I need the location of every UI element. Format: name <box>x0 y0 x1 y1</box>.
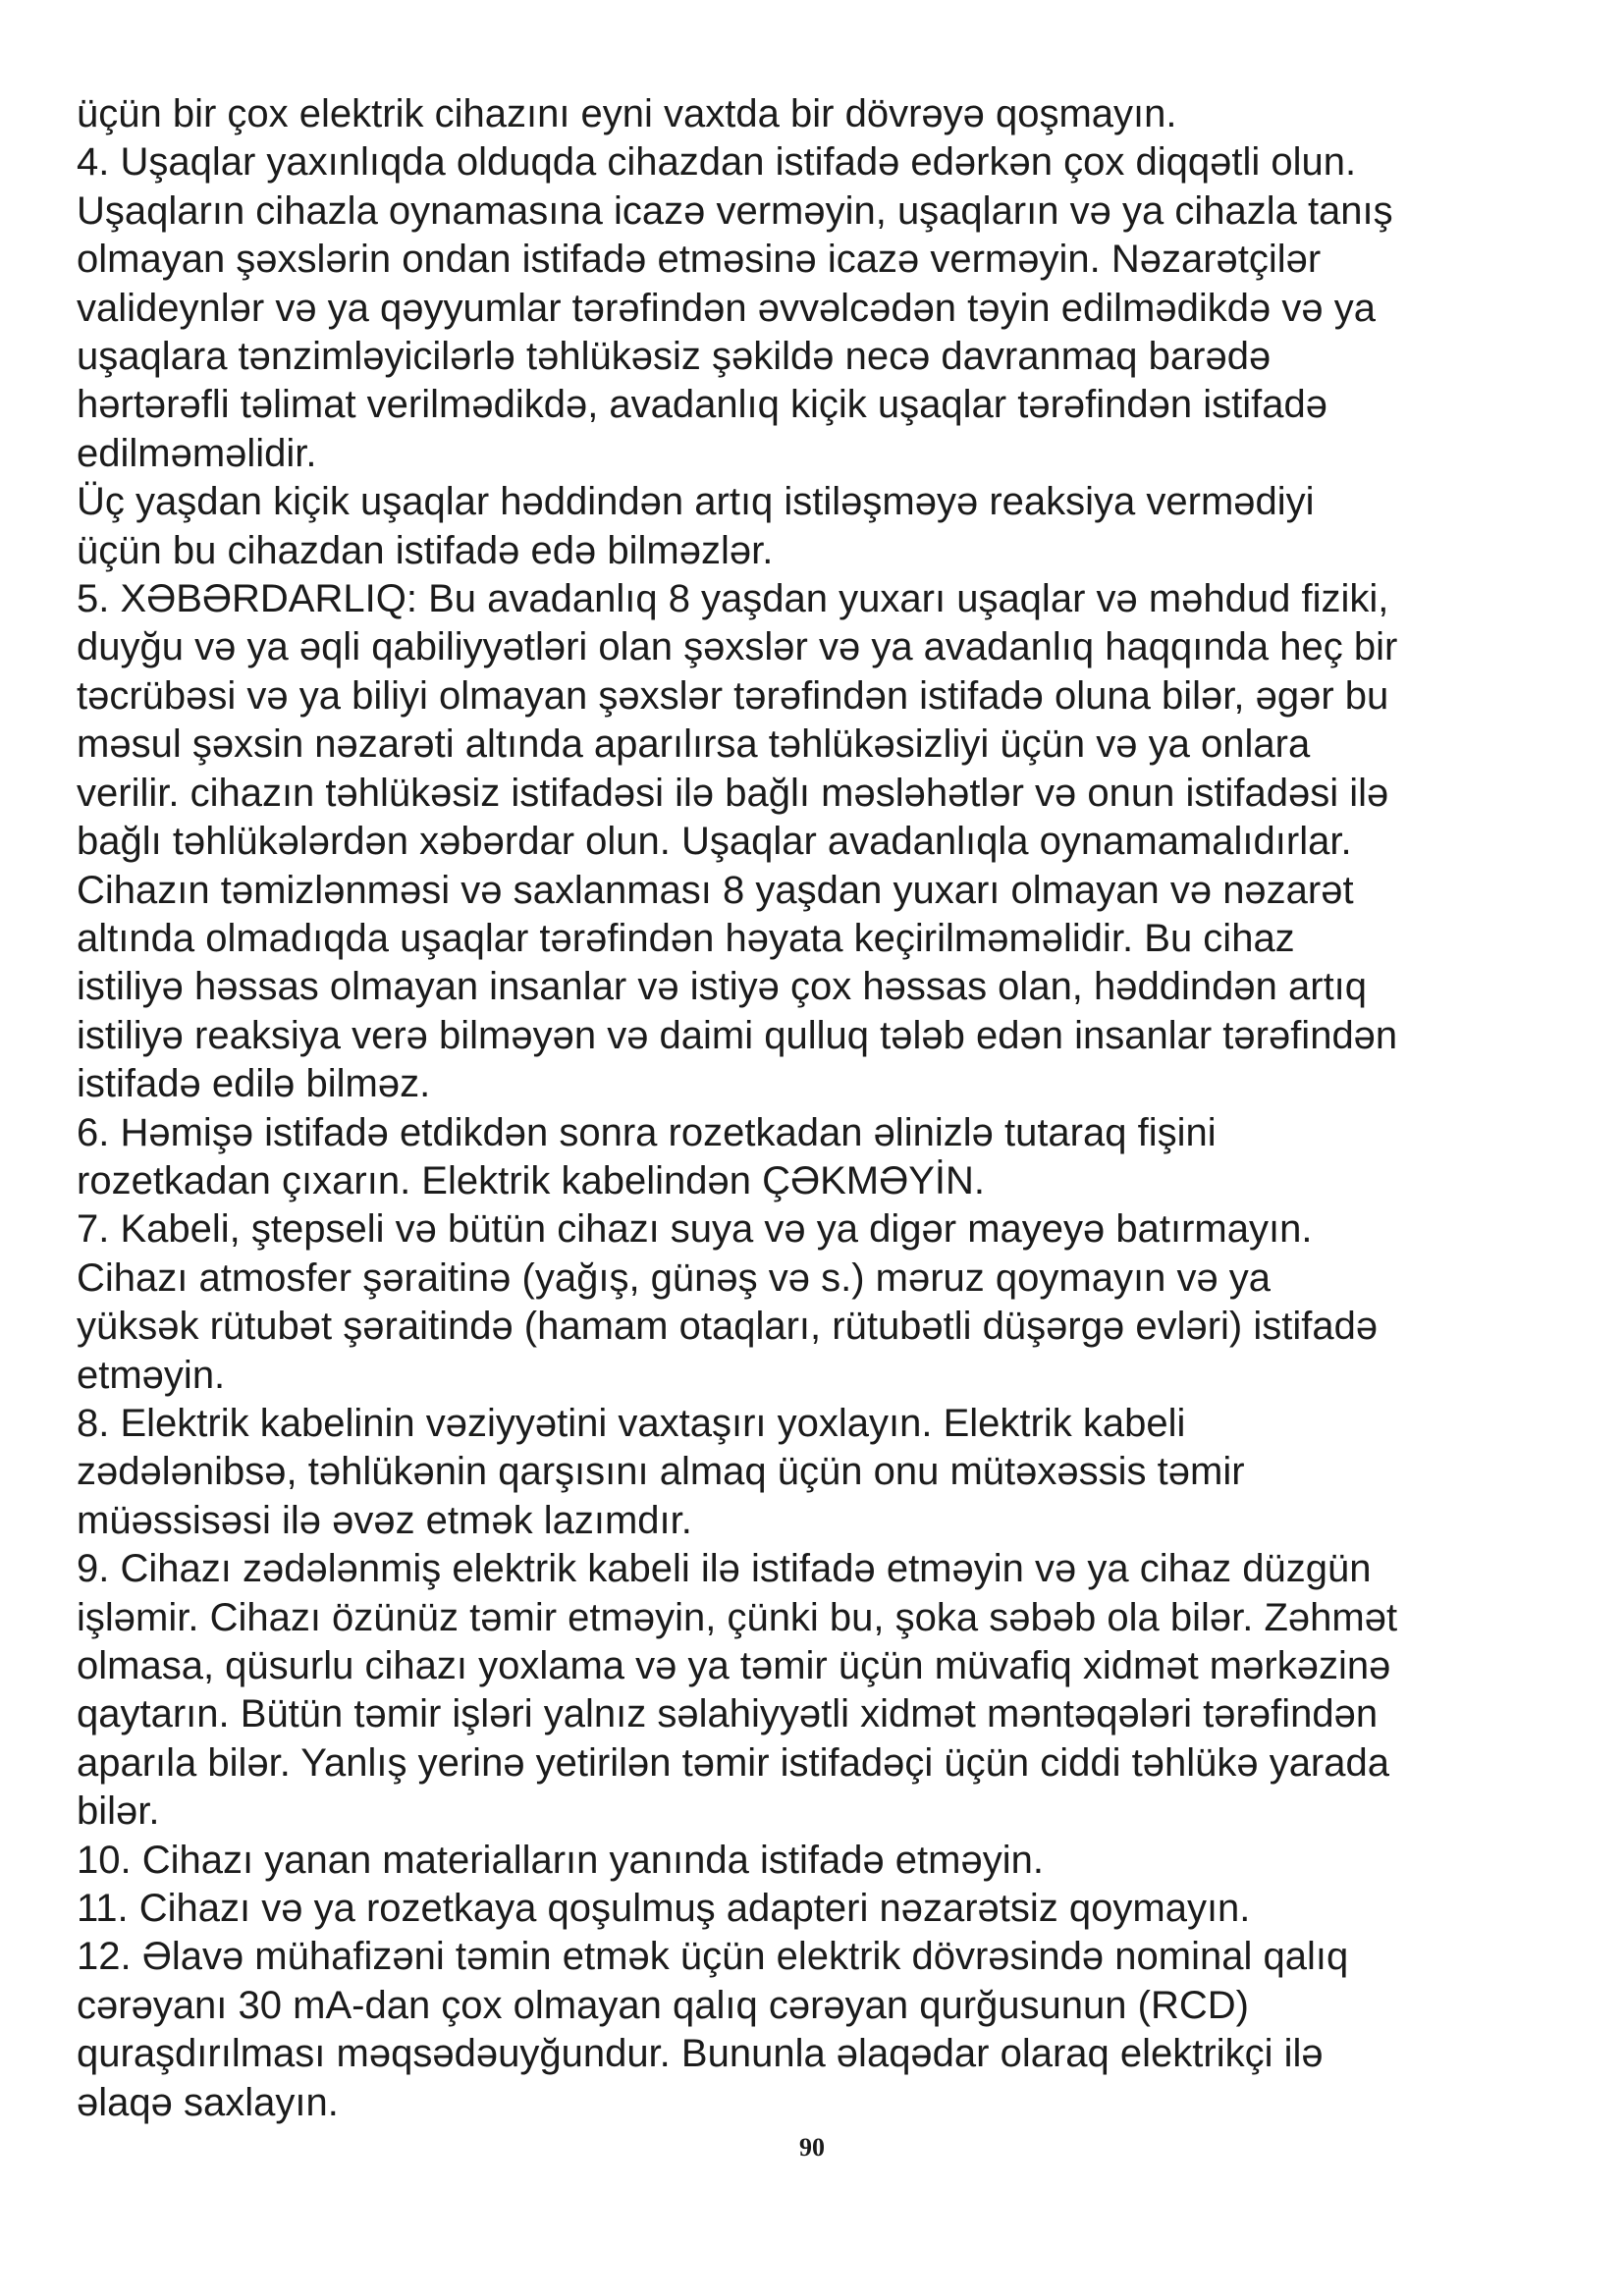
paragraph-item-7: 7. Kabeli, ştepseli və bütün cihazı suya və ya digər mayeyə batırmayın. Cihazı atmosfer şəraitinə (yağış, günəş və s.) məruz qoymayın və ya yüksək rütubət şəraitində (hamam otaqları, rütubətli düşərgə evləri) istifadə etməyin. <box>77 1207 1379 1397</box>
paragraph-item-11: 11. Cihazı və ya rozetkaya qoşulmuş adapteri nəzarətsiz qoymayın. <box>77 1887 1251 1931</box>
paragraph-item-8: 8. Elektrik kabelinin vəziyyətini vaxtaşırı yoxlayın. Elektrik kabeli zədələnibsə, təhlükənin qarşısını almaq üçün onu mütəxəssis təmir müəssisəsi ilə əvəz etmək lazımdır. <box>77 1401 1245 1542</box>
page-number: 90 <box>799 2133 825 2162</box>
paragraph-item-4: 4. Uşaqlar yaxınlıqda olduqda cihazdan istifadə edərkən çox diqqətli olun. Uşaqların cihazla oynamasına icazə verməyin, uşaqların və ya cihazla tanış olmayan şəxslərin ondan istifadə etməsinə icazə verməyin. Nəzarətçilər valideynlər və ya qəyyumlar tərəfindən əvvəlcədən təyin edilmədikdə və ya uşaqlara tənzimləyicilərlə təhlükəsiz şəkildə necə davranmaq barədə hərtərəfli təlimat verilmədikdə, avadanlıq kiçik uşaqlar tərəfindən istifadə edilməməlidir. <box>77 140 1393 475</box>
paragraph-item-10: 10. Cihazı yanan materialların yanında istifadə etməyin. <box>77 1838 1044 1882</box>
paragraph-item-6: 6. Həmişə istifadə etdikdən sonra rozetkadan əlinizlə tutaraq fişini rozetkadan çıxarın. Elektrik kabelindən ÇƏKMƏYİN. <box>77 1110 1217 1202</box>
paragraph-continuation: üçün bir çox elektrik cihazını eyni vaxtda bir dövrəyə qoşmayın. <box>77 92 1177 135</box>
paragraph-item-12: 12. Əlavə mühafizəni təmin etmək üçün elektrik dövrəsində nominal qalıq cərəyanı 30 mA-dan çox olmayan qalıq cərəyan qurğusunun (RCD) quraşdırılması məqsədəuyğundur. Bununla əlaqədar olaraq elektrikçi ilə əlaqə saxlayın. <box>77 1935 1349 2124</box>
paragraph-item-9: 9. Cihazı zədələnmiş elektrik kabeli ilə istifadə etməyin və ya cihaz düzgün işləmir. Cihazı özünüz təmir etməyin, çünki bu, şoka səbəb ola bilər. Zəhmət olmasa, qüsurlu cihazı yoxlama və ya təmir üçün müvafiq xidmət mərkəzinə qaytarın. Bütün təmir işləri yalnız səlahiyyətli xidmət məntəqələri tərəfindən aparıla bilər. Yanlış yerinə yetirilən təmir istifadəçi üçün ciddi təhlükə yarada bilər. <box>77 1547 1398 1834</box>
paragraph-age-note: Üç yaşdan kiçik uşaqlar həddindən artıq istiləşməyə reaksiya vermədiyi üçün bu cihazdan istifadə edə bilməzlər. <box>77 480 1315 572</box>
paragraph-item-5-warning: 5. XƏBƏRDARLIQ: Bu avadanlıq 8 yaşdan yuxarı uşaqlar və məhdud fiziki, duyğu və ya əqli qabiliyyətləri olan şəxslər və ya avadanlıq haqqında heç bir təcrübəsi və ya biliyi olmayan şəxslər tərəfindən istifadə oluna bilər, əgər bu məsul şəxsin nəzarəti altında aparılırsa təhlükəsizliyi üçün və ya onlara verilir. cihazın təhlükəsiz istifadəsi ilə bağlı məsləhətlər və onun istifadəsi ilə bağlı təhlükələrdən xəbərdar olun. Uşaqlar avadanlıqla oynamamalıdırlar. Cihazın təmizlənməsi və saxlanması 8 yaşdan yuxarı olmayan və nəzarət altında olmadıqda uşaqlar tərəfindən həyata keçirilməməlidir. Bu cihaz istiliyə həssas olmayan insanlar və istiyə çox həssas olan, həddindən artıq istiliyə reaksiya verə bilməyən və daimi qulluq tələb edən insanlar tərəfindən istifadə edilə bilməz. <box>77 577 1398 1106</box>
body-text <box>77 90 1569 2127</box>
